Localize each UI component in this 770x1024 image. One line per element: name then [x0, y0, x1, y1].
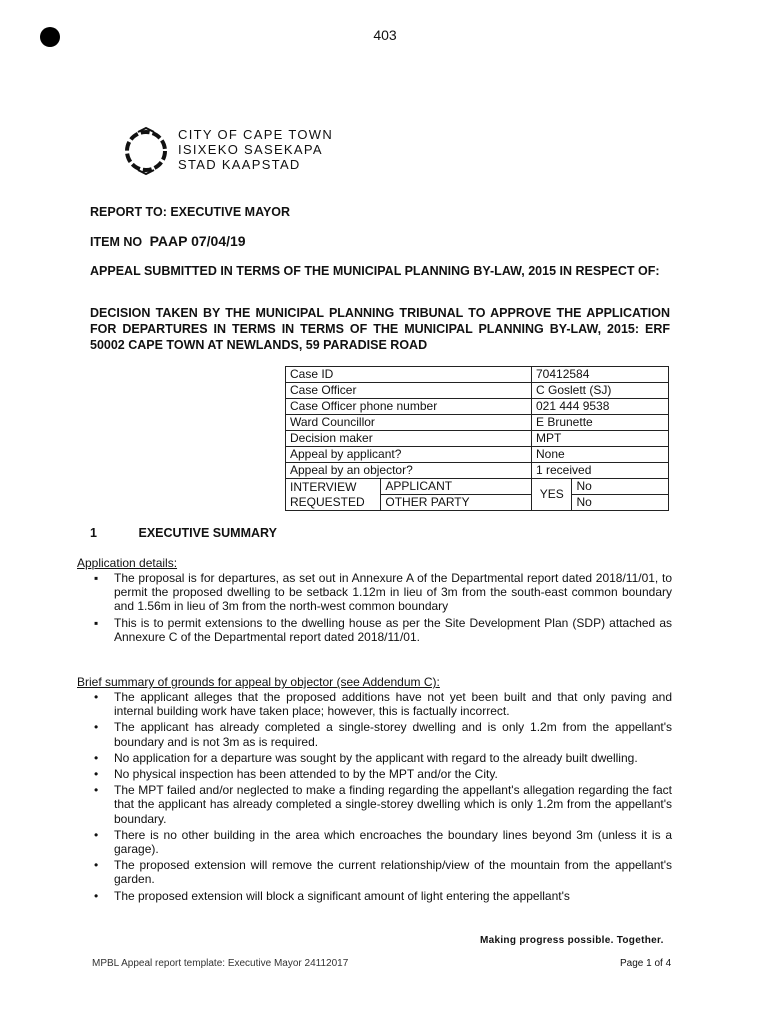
list-item: • The applicant has already completed a single-storey dwelling and is only 1.2m from the appellant's boundary and is not 3m as is required. — [92, 720, 672, 748]
footer-template-name: MPBL Appeal report template: Executive Mayor 24112017 — [92, 958, 349, 969]
grounds-heading: Brief summary of grounds for appeal by objector (see Addendum C): — [77, 675, 440, 689]
item-number — [90, 233, 246, 249]
other-party-interview-value: No — [572, 495, 669, 511]
list-item: • No application for a departure was sought by the applicant with regard to the already built dwelling. — [92, 751, 672, 765]
interview-requested-label: INTERVIEW REQUESTED — [286, 479, 381, 511]
ward-councillor-label: Ward Councillor — [286, 415, 532, 431]
applicant-label: APPLICANT — [381, 479, 532, 495]
case-officer-value: C Goslett (SJ) — [532, 383, 669, 399]
table-row — [286, 367, 669, 383]
other-party-label: OTHER PARTY — [381, 495, 532, 511]
case-id-value: 70412584 — [532, 367, 669, 383]
decision-heading: DECISION TAKEN BY THE MUNICIPAL PLANNING TRIBUNAL TO APPROVE THE APPLICATION FOR DEPARTURES IN TERMS IN TERMS OF THE MUNICIPAL PLANNING BY-LAW, 2015: ERF 50002 CAPE TOWN AT NEWLANDS, 59 PARADISE ROAD — [90, 306, 670, 352]
table-row — [286, 479, 669, 495]
report-to: REPORT TO: EXECUTIVE MAYOR — [90, 205, 291, 219]
section-title: EXECUTIVE SUMMARY — [138, 526, 277, 540]
ward-councillor-value: E Brunette — [532, 415, 669, 431]
appeal-objector-label: Appeal by an objector? — [286, 463, 532, 479]
list-item: • The proposed extension will block a significant amount of light entering the appellant's — [92, 889, 672, 903]
list-item: ▪ This is to permit extensions to the dwelling house as per the Site Development Plan (SDP) attached as Annexure C of the Departmental report dated 2018/11/01. — [92, 616, 672, 644]
org-line-english: CITY OF CAPE TOWN — [178, 127, 334, 142]
city-logo-icon — [120, 126, 172, 176]
list-item: • The applicant alleges that the proposed additions have not yet been built and that only paving and internal building work have taken place; however, this is factually incorrect. — [92, 690, 672, 718]
application-details-list — [92, 571, 672, 646]
table-row — [286, 383, 669, 399]
tagline: Making progress possible. Together. — [480, 935, 664, 946]
list-item: • There is no other building in the area which encroaches the boundary lines beyond 3m (unless it is a garage). — [92, 828, 672, 856]
phone-label: Case Officer phone number — [286, 399, 532, 415]
case-officer-label: Case Officer — [286, 383, 532, 399]
section-heading — [90, 526, 277, 540]
org-line-xhosa: ISIXEKO SASEKAPA — [178, 142, 323, 157]
list-item: • The MPT failed and/or neglected to make a finding regarding the appellant's allegation regarding the fact that the applicant has already completed a single-storey dwelling which is only 1.2m from the appellant's boundary. — [92, 783, 672, 826]
grounds-list — [92, 690, 672, 905]
appeal-applicant-label: Appeal by applicant? — [286, 447, 532, 463]
organisation-name — [178, 127, 333, 172]
list-item: • The proposed extension will remove the current relationship/view of the mountain from the appellant's garden. — [92, 858, 672, 886]
phone-value: 021 444 9538 — [532, 399, 669, 415]
table-row — [286, 447, 669, 463]
case-details-table — [285, 366, 669, 511]
table-row — [286, 399, 669, 415]
decision-maker-value: MPT — [532, 431, 669, 447]
applicant-interview-value: No — [572, 479, 669, 495]
table-row — [286, 415, 669, 431]
item-no-label: ITEM NO — [90, 235, 143, 249]
appeal-heading: APPEAL SUBMITTED IN TERMS OF THE MUNICIPAL PLANNING BY-LAW, 2015 IN RESPECT OF: — [90, 264, 660, 278]
appeal-objector-value: 1 received — [532, 463, 669, 479]
section-number: 1 — [90, 526, 97, 540]
case-id-label: Case ID — [286, 367, 532, 383]
yes-label: YES — [532, 479, 572, 511]
list-item: • No physical inspection has been attended to by the MPT and/or the City. — [92, 767, 672, 781]
org-line-afrikaans: STAD KAAPSTAD — [178, 157, 301, 172]
table-row — [286, 431, 669, 447]
list-item: ▪ The proposal is for departures, as set out in Annexure A of the Departmental report dated 2018/11/01, to permit the proposed dwelling to be setback 1.12m in lieu of 3m from the south-east common boundary and 1.56m in lieu of 3m from the north-west common boundary — [92, 571, 672, 614]
page-number: 403 — [373, 27, 397, 43]
table-row — [286, 463, 669, 479]
appeal-applicant-value: None — [532, 447, 669, 463]
application-details-heading: Application details: — [77, 556, 178, 570]
footer-page-count: Page 1 of 4 — [620, 958, 672, 969]
decision-maker-label: Decision maker — [286, 431, 532, 447]
item-no-value: PAAP 07/04/19 — [149, 233, 246, 249]
